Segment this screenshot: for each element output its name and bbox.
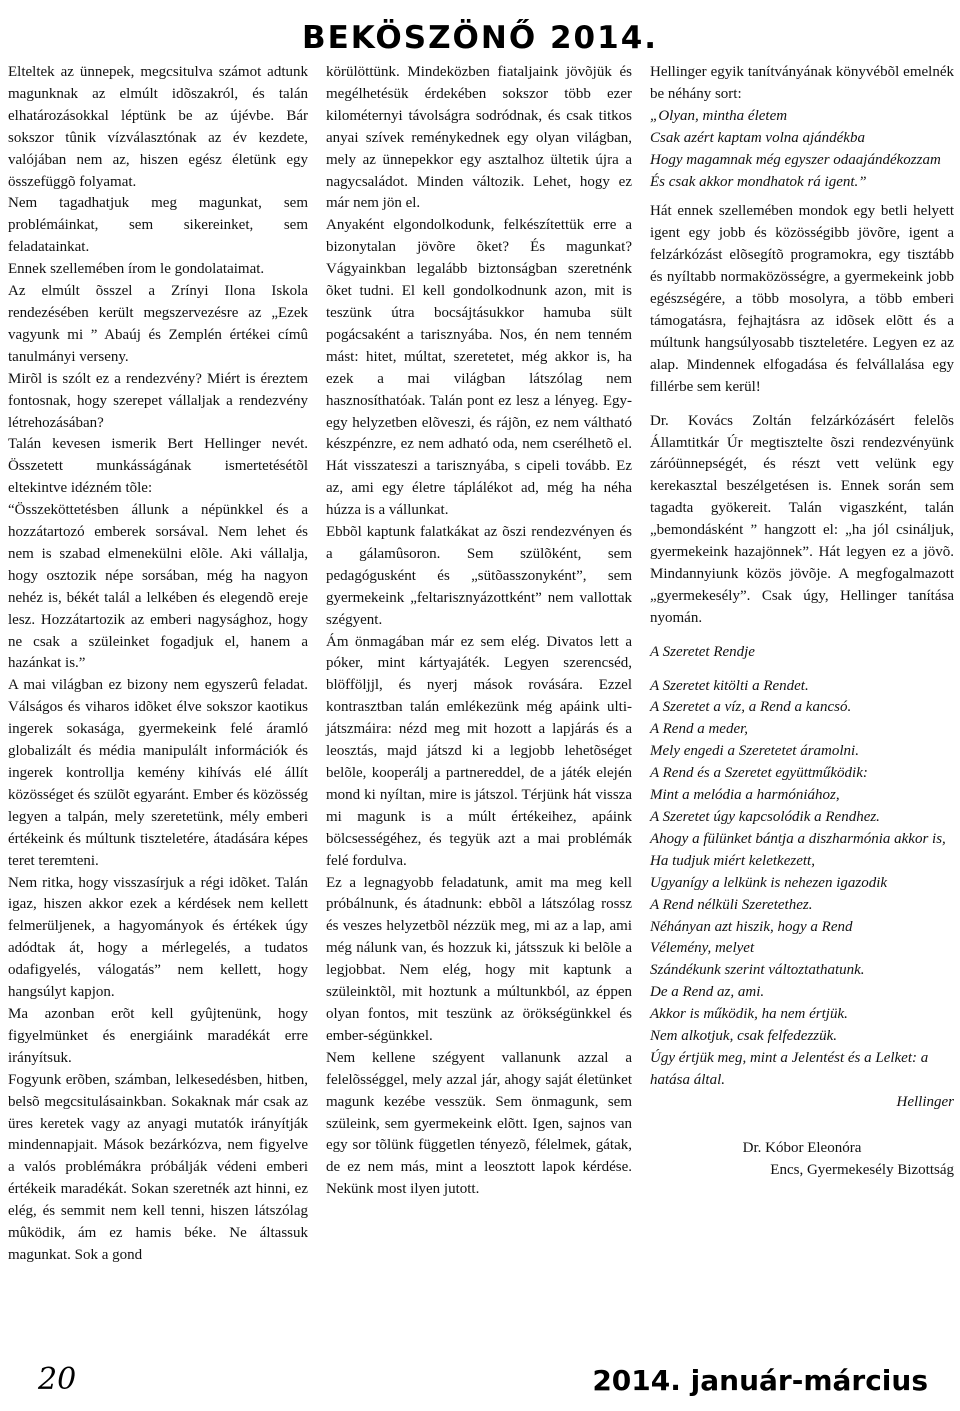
poem-line: Ahogy a fülünket bántja a diszharmónia akkor is,: [650, 830, 946, 847]
column-left: [8, 62, 308, 1267]
issue-date: 2014. január-március: [592, 1364, 928, 1397]
paragraph: Az elmúlt õsszel a Zrínyi Ilona Iskola rendezésében került megszervezésre az „Ezek vagyunk mi ” Abaúj és Zemplén értékei címû tanulmányi verseny.: [8, 283, 308, 365]
paragraph: Hát ennek szellemében mondok egy betli helyett igent egy jobb és közösségibb jövõre, igent a felzárkózást elõsegítõ programokra, egy tisztább és nyíltabb normaközösségre, a gyermekeink jobb egészségére, a több mosolyra, a több emberi támogatásra, fejhajtásra az idõsek elõtt és a múltunk hangsúlyosabb tiszteletére. Legyen ez az alap. Mindennek elfogadása és felvállalása egy fillérbe sem kerül!: [650, 203, 954, 395]
paragraph: Ám önmagában már ez sem elég. Divatos lett a póker, mint kártyajáték. Legyen szerencséd, blöfföljjl, és nyerj mások rovására. Ezzel kontrasztban talán emlékezünk még apáink ulti-játszmáira: nézd meg mit hozott a lapjárás és a leosztás, majd játszd ki a legjobb lehetõséget belõle, kooperálj a partnereddel, de a játék elején mond ki nyíltan, mire is játszol. Térjünk hát vissza mi magunk is a múlt értékeihez, apáink bölcsességéhez, és tegyük azt a mai problémák felé fordulva.: [326, 633, 632, 869]
poem-line: Mely engedi a Szeretetet áramolni.: [650, 743, 859, 760]
paragraph: Nem ritka, hogy visszasírjuk a régi idõket. Talán igaz, hiszen akkor ezek a kérdések nem kellett felmerüljenek, a hagyományok és értékek úgy adódtak át, hogy a mérlegelés, a tudatos odafigyelés, válogatás” nem kellett, hogy hangsúlyt kapjon.: [8, 874, 308, 1001]
quote-line: „Olyan, mintha életem: [650, 107, 788, 124]
paragraph: A mai világban ez bizony nem egyszerû feladat. Válságos és viharos idõket élve sokszor kaotikus ingerek sokasága, gyermekeink felé áramló globalizált és média manipulált információk és ingerek kontrollja kemény kihívás elé állít közösséget és szülõt egyaránt. Ember és közösség legyen a talpán, mely szeretetünk, mély emberi értékeink és múltunk tiszteletére, átadására képes teret teremteni.: [8, 677, 308, 869]
paragraph: Nem tagadhatjuk meg magunkat, sem problémáinkat, sem sikereinket, sem feladatainkat.: [8, 195, 308, 256]
paragraph: körülöttünk. Mindeközben fiataljaink jövõjük és megélhetésük érdekében sokszor több ezer kilométernyi távolságra sodródnak, és csak titkos anyai szívek reménykednek egy olyan világban, mely az ünnepekkor egy asztalhoz ültetik újra a nagycsaládot. Minden változik. Lehet, hogy ez már nem jön el.: [326, 64, 632, 212]
poem-line: A Rend nélküli Szeretethez.: [650, 896, 813, 913]
signature-role: Encs, Gyermekesély Bizottság: [770, 1161, 954, 1178]
poem-line: A Szeretet a víz, a Rend a kancsó.: [650, 699, 852, 716]
paragraph: Talán kevesen ismerik Bert Hellinger nevét. Összetett munkásságának ismertetésétõl eltekintve idézném tõle:: [8, 436, 308, 497]
poem-line: A Rend a meder,: [650, 721, 749, 738]
page-number: 20: [38, 1362, 77, 1397]
page-title: BEKÖSZÖNŐ 2014.: [301, 20, 659, 56]
poem-title: A Szeretet Rendje: [650, 643, 755, 660]
poem-line: Nem alkotjuk, csak felfedezzük.: [650, 1028, 838, 1045]
poem-line: Mint a melódia a harmóniához,: [650, 787, 840, 804]
paragraph: Hellinger egyik tanítványának könyvébõl emelnék be néhány sort:: [650, 64, 954, 102]
poem-line: A Szeretet úgy kapcsolódik a Rendhez.: [650, 809, 880, 825]
paragraph: Dr. Kovács Zoltán felzárkózásért felelõs Államtitkár Úr megtisztelte õszi rendezvényünk záróünnepségét, és részt vett velünk egy kerekasztal beszélgetésen is. Ennek során sem tagadta gyökereit. Talán vigaszként, talán „bemondásként ” hangzott el: „ha jól csináljuk, gyermekeink hazajönnek”. Hát legyen ez a jövõ. Mindannyiunk közös jövõje. A megfogalmazott „gyermekesély”. Csak úgy, Hellinger tanítása nyomán.: [650, 412, 954, 626]
poem-author: Hellinger: [896, 1093, 954, 1110]
paragraph: Fogyunk erõben, számban, lelkesedésben, hitben, belsõ megcsitulásainkban. Sokaknak már csak az üres keretek vagy az anyagi mutatók irányítják mindennapjait. Mások bezárkózva, nem figyelve a valós problémákra próbálják védeni emberi értékeik maradékát. Sokan szeretnék azt hinni, ez elég, és semmit nem kell tenni, hiszen látszólag mûködik, ám ez hamis béke. Ne áltassuk magunkat. Sok a gond: [8, 1071, 308, 1263]
poem-line: Úgy értjük meg, mint a Jelentést és a Lelket: a hatása által.: [650, 1049, 929, 1088]
hellinger-quote: “Összeköttetésben állunk a népünkkel és a hozzátartozó emberek sorsával. Nem lehet és nem is szabad elmenekülni elõle. Aki vállalja, hogy osztozik népe sorsában, még ha nagyon nehéz is, békét talál a lelkében és elegendõ ereje lesz. Hozzátartozik az emberi nagysághoz, hogy ne csak a szüleinket fogadjuk el, hanem a hazánkat is.”: [8, 502, 308, 672]
paragraph: Ennek szellemében írom le gondolataimat.: [8, 261, 265, 278]
paragraph: Elteltek az ünnepek, megcsitulva számot adtunk magunknak az elmúlt idõszakról, és talán elhatározásokkal léptünk be az újévbe. Bár sokszor tûnik vízválasztónak az év kezdete, valójában nem az, hiszen egész életünk egy összefüggõ folyamat.: [8, 64, 308, 190]
poem-line: Néhányan azt hiszik, hogy a Rend: [650, 918, 853, 935]
paragraph: Ma azonban erõt kell gyûjtenünk, hogy figyelmünket és energiáink maradékát erre irányítsuk.: [8, 1005, 308, 1066]
paragraph: Anyaként elgondolkodunk, felkészítettük erre a bizonytalan jövõre õket? És magunkat? Vágyainkban legalább biztonságban szeretnénk õket tudni. El kell gondolkodnunk azon, mit is teszünk útra bocsájtásukkor hamuba sült pogácsaként a tarisznyába. Nos, én nem tenném mást: hitet, múltat, szeretetet, még akkor is, ha ezek a mai világban látszólag nem hasznosíthatóak. Talán pont ez lesz a lényeg. Egy-egy helyzetben elõveszi, és rájõn, ez nem váltható készpénzre, ez nem adható oda, nem cserélhetõ el. Hát visszateszi a tarisznyába, s cipeli tovább. Ez az, ami egy életre táplálékot ad, még ha néha húzza is a vállunkat.: [326, 217, 632, 519]
poem: [650, 642, 954, 1114]
poem-line: Szándékunk szerint változtathatunk.: [650, 962, 865, 979]
poem-line: De a Rend az, ami.: [650, 984, 765, 1001]
quote-line: Hogy magamnak még egyszer odaajándékozzam: [650, 151, 941, 168]
paragraph: Ez a legnagyobb feladatunk, amit ma meg kell próbálnunk, és átadnunk: ebbõl a látszólag rossz és veszes helyzetbõl nézzük meg, mi az a lap, ami még nálunk van, és hozzuk ki, játsszuk ki belõle a legjobbat. Nem elég, hogy mit kaptunk a szüleinktõl, mit hoztunk a múltunkból, az éppen olyan fontos, mit teszünk az örökségünkkel és ember-ségünkkel.: [326, 874, 632, 1044]
quote-line: És csak akkor mondhatok rá igent.”: [650, 173, 867, 190]
paragraph: Mirõl is szólt ez a rendezvény? Miért is éreztem fontosnak, hogy szerepet vállaljak a rendezvény létrehozásában?: [8, 370, 308, 431]
column-right: [650, 62, 954, 1182]
poem-line: Vélemény, melyet: [650, 940, 755, 957]
paragraph: Ebbõl kaptunk falatkákat az õszi rendezvényen és a gálamûsoron. Sem szülõként, sem pedagógusként és „sütõasszonyként”, sem gyermekeink „feltarisznyázottként” nem vallottak szégyent.: [326, 524, 632, 628]
column-middle: [326, 62, 632, 1201]
poem-line: Ha tudjuk miért keletkezett,: [650, 852, 815, 869]
poem-line: A Rend és a Szeretet együttműködik:: [650, 765, 868, 782]
poem-line: Ugyanígy a lelkünk is nehezen igazodik: [650, 874, 888, 891]
signature-name: Dr. Kóbor Eleonóra: [742, 1139, 862, 1156]
quote-line: Csak azért kaptam volna ajándékba: [650, 129, 865, 146]
paragraph: Nem kellene szégyent vallanunk azzal a felelõsséggel, mely azzal jár, ahogy saját életünket magunk kezébe vesszük. Sem önmagunk, sem szüleink, sem gyermekeink elõtt. Igen, sajnos van egy sor tõlünk független tényezõ, félelmek, gátak, de ez nem más, mint a leosztott lapok kérdése. Nekünk most ilyen jutott.: [326, 1049, 632, 1198]
poem-line: A Szeretet kitölti a Rendet.: [650, 677, 809, 694]
poem-line: Akkor is működik, ha nem értjük.: [650, 1006, 848, 1023]
